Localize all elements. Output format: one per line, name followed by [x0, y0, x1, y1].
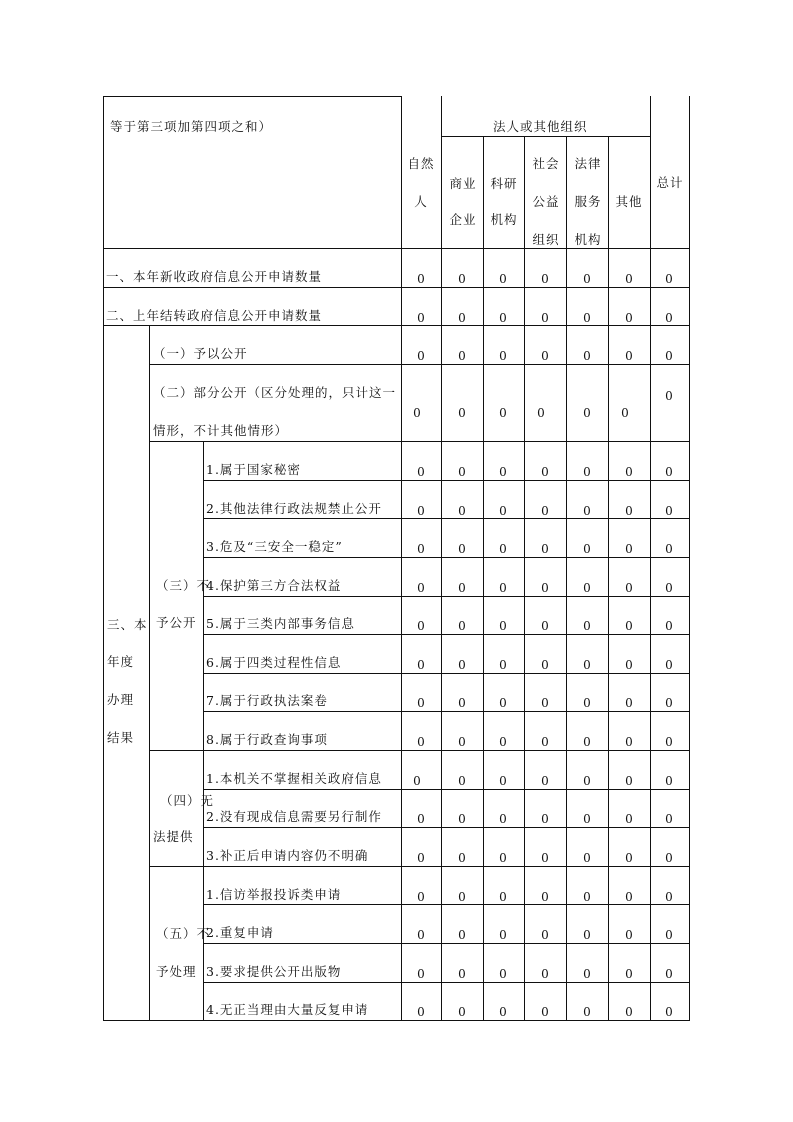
row-label-results-line1: 三、本: [107, 617, 148, 632]
value-cell: 0: [458, 812, 466, 826]
value-cell: 0: [541, 581, 549, 595]
row-label-not-processed-line2: 予处理: [156, 964, 197, 979]
row-label-nd-1: 1.属于国家秘密: [206, 462, 301, 477]
value-cell: 0: [458, 542, 466, 556]
value-cell: 0: [583, 619, 591, 633]
value-cell: 0: [499, 504, 507, 518]
value-cell: 0: [625, 311, 633, 325]
value-cell: 0: [541, 619, 549, 633]
value-cell: 0: [499, 928, 507, 942]
value-cell: 0: [665, 851, 673, 865]
row-label-new-requests: 一、本年新收政府信息公开申请数量: [106, 269, 323, 284]
value-cell: 0: [499, 581, 507, 595]
value-cell: 0: [417, 851, 425, 865]
value-cell: 0: [499, 890, 507, 904]
value-cell: 0: [458, 851, 466, 865]
value-cell: 0: [499, 349, 507, 363]
value-cell: 0: [458, 504, 466, 518]
value-cell: 0: [625, 349, 633, 363]
row-label-carried-requests: 二、上年结转政府信息公开申请数量: [106, 308, 323, 323]
value-cell: 0: [625, 272, 633, 286]
value-cell: 0: [541, 465, 549, 479]
value-cell: 0: [541, 272, 549, 286]
value-cell: 0: [625, 774, 633, 788]
column-header-commercial-line2: 企业: [449, 212, 477, 227]
value-cell: 0: [417, 465, 425, 479]
value-cell: 0: [665, 967, 673, 981]
value-cell: 0: [499, 1005, 507, 1019]
column-header-commercial-line1: 商业: [449, 176, 477, 191]
value-cell: 0: [583, 658, 591, 672]
value-cell: 0: [417, 542, 425, 556]
value-cell: 0: [625, 696, 633, 710]
value-cell: 0: [583, 504, 591, 518]
column-header-other: 其他: [615, 194, 643, 209]
value-cell: 0: [583, 272, 591, 286]
value-cell: 0: [458, 890, 466, 904]
value-cell: 0: [625, 581, 633, 595]
value-cell: 0: [537, 406, 545, 420]
value-cell: 0: [625, 619, 633, 633]
value-cell: 0: [499, 311, 507, 325]
value-cell: 0: [458, 272, 466, 286]
value-cell: 0: [665, 774, 673, 788]
value-cell: 0: [541, 658, 549, 672]
value-cell: 0: [541, 735, 549, 749]
column-header-total: 总计: [656, 175, 684, 190]
value-cell: 0: [541, 928, 549, 942]
value-cell: 0: [625, 967, 633, 981]
value-cell: 0: [541, 696, 549, 710]
value-cell: 0: [583, 774, 591, 788]
value-cell: 0: [625, 812, 633, 826]
row-label-not-disclose-line2: 予公开: [156, 615, 197, 630]
value-cell: 0: [583, 542, 591, 556]
row-label-un-2: 2.没有现成信息需要另行制作: [206, 809, 382, 824]
value-cell: 0: [417, 967, 425, 981]
column-header-social-welfare-line1: 社会: [532, 156, 560, 171]
column-header-natural-person-line1: 自然: [407, 156, 435, 171]
value-cell: 0: [665, 812, 673, 826]
value-cell: 0: [625, 928, 633, 942]
column-header-research-line2: 机构: [490, 212, 518, 227]
value-cell: 0: [665, 735, 673, 749]
value-cell: 0: [541, 812, 549, 826]
value-cell: 0: [499, 272, 507, 286]
column-header-natural-person-line2: 人: [414, 194, 428, 209]
value-cell: 0: [417, 928, 425, 942]
value-cell: 0: [665, 619, 673, 633]
column-header-legal-service-line3: 机构: [574, 232, 602, 247]
value-cell: 0: [458, 465, 466, 479]
value-cell: 0: [665, 890, 673, 904]
row-label-nd-8: 8.属于行政查询事项: [206, 732, 328, 747]
row-label-nd-4: 4.保护第三方合法权益: [206, 578, 342, 593]
value-cell: 0: [458, 349, 466, 363]
row-label-nd-6: 6.属于四类过程性信息: [206, 655, 342, 670]
value-cell: 0: [499, 851, 507, 865]
row-label-results-line3: 办理: [107, 692, 135, 707]
value-cell: 0: [417, 812, 425, 826]
value-cell: 0: [499, 812, 507, 826]
value-cell: 0: [458, 696, 466, 710]
column-header-research-line1: 科研: [490, 176, 518, 191]
value-cell: 0: [417, 890, 425, 904]
value-cell: 0: [665, 504, 673, 518]
value-cell: 0: [621, 406, 629, 420]
value-cell: 0: [665, 928, 673, 942]
value-cell: 0: [665, 658, 673, 672]
column-group-legal-entities: 法人或其他组织: [493, 119, 588, 134]
value-cell: 0: [458, 619, 466, 633]
value-cell: 0: [458, 658, 466, 672]
column-header-legal-service-line1: 法律: [574, 156, 602, 171]
row-label-disclose: （一）予以公开: [153, 346, 248, 361]
value-cell: 0: [541, 349, 549, 363]
value-cell: 0: [625, 658, 633, 672]
value-cell: 0: [541, 542, 549, 556]
value-cell: 0: [583, 1005, 591, 1019]
value-cell: 0: [499, 735, 507, 749]
value-cell: 0: [417, 658, 425, 672]
value-cell: 0: [665, 389, 673, 403]
value-cell: 0: [417, 272, 425, 286]
value-cell: 0: [499, 465, 507, 479]
value-cell: 0: [541, 890, 549, 904]
row-label-un-3: 3.补正后申请内容仍不明确: [206, 848, 369, 863]
value-cell: 0: [417, 504, 425, 518]
value-cell: 0: [499, 774, 507, 788]
value-cell: 0: [541, 967, 549, 981]
row-label-np-4: 4.无正当理由大量反复申请: [206, 1002, 369, 1017]
value-cell: 0: [625, 851, 633, 865]
row-label-partial-line2: 情形，不计其他情形）: [153, 423, 289, 438]
value-cell: 0: [499, 658, 507, 672]
value-cell: 0: [541, 1005, 549, 1019]
value-cell: 0: [583, 735, 591, 749]
value-cell: 0: [417, 735, 425, 749]
row-label-unavailable-line2: 法提供: [153, 829, 194, 844]
row-label-nd-3: 3.危及“三安全一稳定”: [206, 539, 343, 554]
value-cell: 0: [499, 696, 507, 710]
value-cell: 0: [499, 406, 507, 420]
value-cell: 0: [625, 890, 633, 904]
value-cell: 0: [625, 465, 633, 479]
value-cell: 0: [583, 812, 591, 826]
value-cell: 0: [499, 967, 507, 981]
row-label-unavailable-line1: （四）无: [160, 793, 215, 808]
row-label-nd-5: 5.属于三类内部事务信息: [206, 616, 355, 631]
value-cell: 0: [458, 967, 466, 981]
value-cell: 0: [665, 272, 673, 286]
row-label-not-disclose-line1: （三）不: [156, 578, 211, 593]
value-cell: 0: [458, 735, 466, 749]
row-label-results-line4: 结果: [107, 730, 135, 745]
value-cell: 0: [417, 349, 425, 363]
value-cell: 0: [458, 928, 466, 942]
row-label-un-1: 1.本机关不掌握相关政府信息: [206, 771, 382, 786]
value-cell: 0: [665, 1005, 673, 1019]
value-cell: 0: [458, 1005, 466, 1019]
value-cell: 0: [499, 542, 507, 556]
value-cell: 0: [417, 311, 425, 325]
value-cell: 0: [458, 406, 466, 420]
value-cell: 0: [417, 581, 425, 595]
value-cell: 0: [458, 581, 466, 595]
row-label-np-2: 2.重复申请: [206, 925, 274, 940]
value-cell: 0: [413, 406, 421, 420]
row-label-nd-2: 2.其他法律行政法规禁止公开: [206, 501, 382, 516]
value-cell: 0: [458, 311, 466, 325]
value-cell: 0: [665, 311, 673, 325]
value-cell: 0: [499, 619, 507, 633]
value-cell: 0: [583, 928, 591, 942]
value-cell: 0: [583, 465, 591, 479]
row-label-np-1: 1.信访举报投诉类申请: [206, 887, 342, 902]
value-cell: 0: [625, 1005, 633, 1019]
value-cell: 0: [625, 542, 633, 556]
value-cell: 0: [583, 406, 591, 420]
row-label-partial-line1: （二）部分公开（区分处理的，只计这一: [153, 385, 397, 400]
value-cell: 0: [583, 311, 591, 325]
value-cell: 0: [625, 735, 633, 749]
value-cell: 0: [665, 465, 673, 479]
value-cell: 0: [583, 890, 591, 904]
value-cell: 0: [413, 774, 421, 788]
row-label-not-processed-line1: （五）不: [156, 926, 211, 941]
value-cell: 0: [541, 311, 549, 325]
column-header-social-welfare-line3: 组织: [532, 232, 560, 247]
value-cell: 0: [417, 1005, 425, 1019]
value-cell: 0: [417, 696, 425, 710]
value-cell: 0: [541, 851, 549, 865]
value-cell: 0: [583, 696, 591, 710]
column-header-social-welfare-line2: 公益: [532, 194, 560, 209]
value-cell: 0: [583, 349, 591, 363]
value-cell: 0: [665, 696, 673, 710]
row-label-nd-7: 7.属于行政执法案卷: [206, 693, 328, 708]
value-cell: 0: [665, 349, 673, 363]
value-cell: 0: [541, 774, 549, 788]
value-cell: 0: [665, 542, 673, 556]
header-note: 等于第三项加第四项之和）: [110, 119, 273, 134]
column-header-legal-service-line2: 服务: [574, 194, 602, 209]
row-label-results-line2: 年度: [107, 654, 135, 669]
value-cell: 0: [625, 504, 633, 518]
value-cell: 0: [583, 851, 591, 865]
value-cell: 0: [458, 774, 466, 788]
value-cell: 0: [541, 504, 549, 518]
row-label-np-3: 3.要求提供公开出版物: [206, 964, 342, 979]
value-cell: 0: [583, 581, 591, 595]
value-cell: 0: [665, 581, 673, 595]
value-cell: 0: [417, 619, 425, 633]
value-cell: 0: [583, 967, 591, 981]
